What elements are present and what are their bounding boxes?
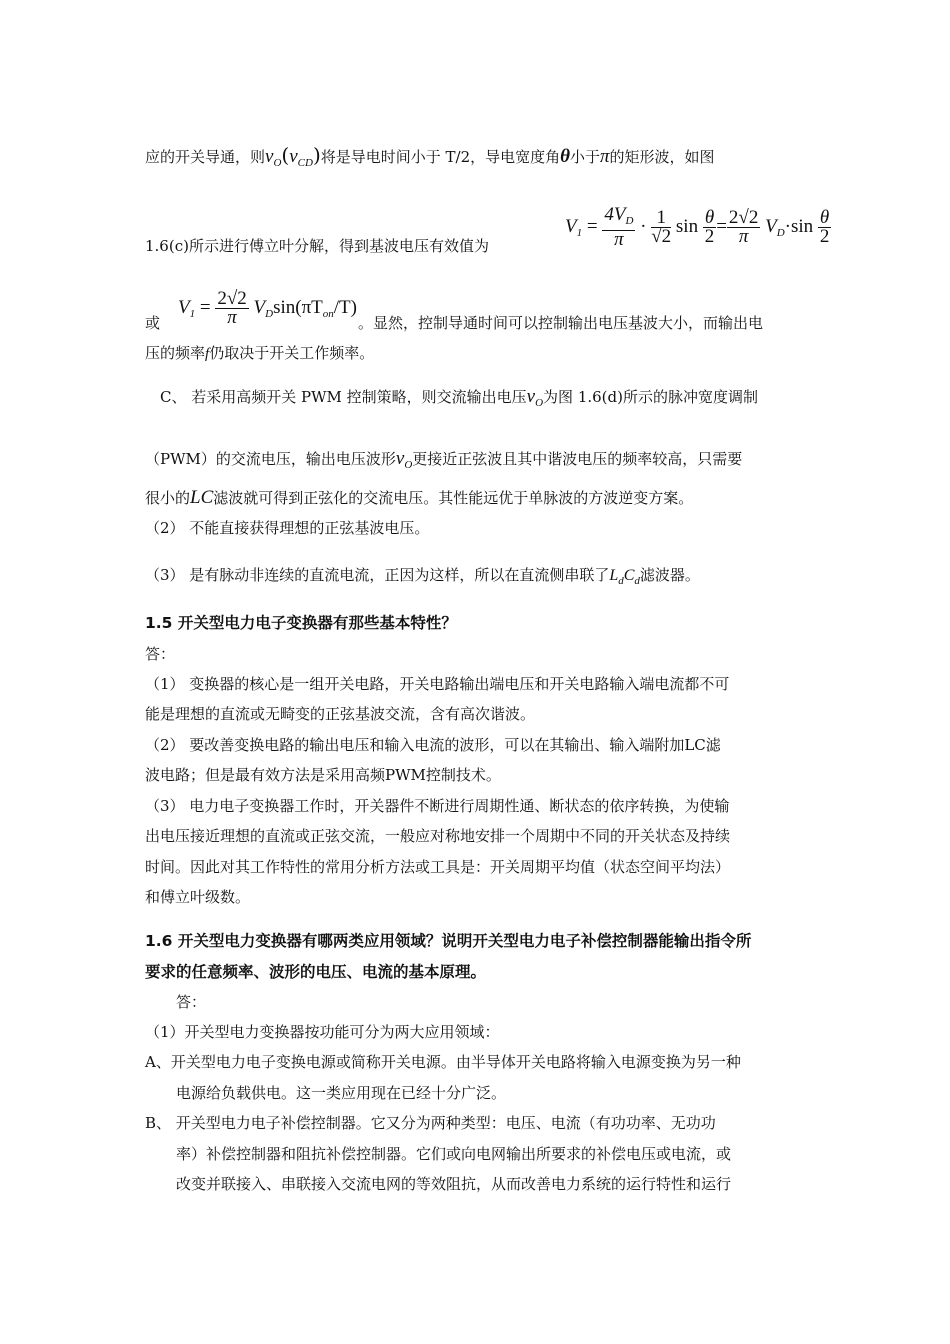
text: （PWM）的交流电压，输出电压波形 bbox=[145, 450, 396, 468]
text: （3） 是有脉动非连续的直流电流，正因为这样，所以在直流侧串联了 bbox=[145, 566, 610, 584]
section-heading: 1.5 开关型电力电子变换器有那些基本特性？ bbox=[145, 614, 457, 632]
fundamental-voltage-formula: $V_1$ = $\frac{4V_D}{\pi}$ · $\frac{1}{√2}$ sin $\frac{\theta}{2}$ = $\frac{2√2}{\pi}$ $V_D\cdot\sin$ $\frac{\theta}{2}$ bbox=[565, 204, 830, 250]
text: 滤波就可得到正弦化的交流电压。其性能远优于单脉波的方波逆变方案。 bbox=[213, 489, 694, 507]
paragraph-line: 和傅立叶级数。 bbox=[145, 888, 251, 906]
vo-symbol: $v_O$ bbox=[395, 448, 413, 471]
text: 的矩形波，如图 bbox=[609, 148, 715, 166]
text: 滤波器。 bbox=[639, 566, 700, 584]
paragraph-line: （3） 电力电子变换器工作时，开关器件不断进行周期性通、断状态的依序转换，为使输 bbox=[145, 797, 730, 815]
text: 将是导电时间小于 T/2，导电宽度角 bbox=[320, 148, 561, 166]
paragraph-line bbox=[145, 488, 693, 508]
vo-symbol: $v_O$ bbox=[526, 386, 544, 409]
paragraph-line: （1）开关型电力变换器按功能可分为两大应用领域： bbox=[145, 1023, 500, 1041]
paragraph-line bbox=[145, 236, 489, 256]
paragraph-line: 电源给负载供电。这一类应用现在已经十分广泛。 bbox=[176, 1084, 507, 1102]
text: 应的开关导通，则 bbox=[145, 148, 266, 166]
lc-symbol: LC bbox=[190, 487, 214, 508]
paragraph-line bbox=[145, 313, 763, 333]
paragraph-line: 改变并联接入、串联接入交流电网的等效阻抗，从而改善电力系统的运行特性和运行 bbox=[176, 1175, 732, 1193]
ldcd-symbol: $L_dC_d$ bbox=[609, 567, 640, 587]
text: （2） 不能直接获得理想的正弦基波电压。 bbox=[145, 519, 430, 537]
paragraph-line bbox=[145, 449, 742, 475]
section-heading: 要求的任意频率、波形的电压、电流的基本原理。 bbox=[145, 963, 487, 981]
paragraph-line bbox=[145, 565, 700, 591]
paragraph-line: （1） 变换器的核心是一组开关电路，开关电路输出端电压和开关电路输入端电流都不可 bbox=[145, 675, 730, 693]
paragraph-line: 出电压接近理想的直流或正弦交流，一般应对称地安排一个周期中不同的开关状态及持续 bbox=[145, 827, 731, 845]
f-symbol: f bbox=[205, 346, 210, 362]
pi-symbol: π bbox=[600, 146, 610, 167]
paragraph-line: 应的开关导通，则$v_O(v_{CD})$将是导电时间小于 T/2，导电宽度角θ小于π的矩形波，如图 bbox=[145, 143, 715, 169]
paragraph-line bbox=[160, 387, 758, 413]
answer-label: 答： bbox=[176, 993, 207, 1011]
paragraph-line: 波电路；但是最有效方法是采用高频PWM控制技术。 bbox=[145, 766, 501, 784]
paragraph-line: A、开关型电力电子变换电源或简称开关电源。由半导体开关电路将输入电源变换为另一种 bbox=[145, 1053, 741, 1071]
paragraph-line: 能是理想的直流或无畸变的正弦基波交流，含有高次谐波。 bbox=[145, 705, 536, 723]
text: 压的频率 bbox=[145, 344, 206, 362]
vo-symbol: $v_O$ bbox=[265, 146, 282, 169]
text: 很小的 bbox=[145, 489, 191, 507]
paragraph-line: （2） 要改善变换电路的输出电压和输入电流的波形，可以在其输出、输入端附加LC滤 bbox=[145, 736, 721, 754]
text: 。显然，控制导通时间可以控制输出电压基波大小，而输出电 bbox=[358, 314, 764, 332]
text: 小于 bbox=[570, 148, 601, 166]
section-heading: 1.6 开关型电力变换器有哪两类应用领域？说明开关型电力电子补偿控制器能输出指令所 bbox=[145, 932, 752, 950]
paragraph-line bbox=[145, 343, 374, 364]
text: 或 bbox=[145, 314, 161, 332]
answer-label: 答： bbox=[145, 645, 176, 663]
paragraph-line: 时间。因此对其工作特性的常用分析方法或工具是：开关周期平均值（状态空间平均法） bbox=[145, 858, 731, 876]
text: 仍取决于开关工作频率。 bbox=[209, 344, 375, 362]
fundamental-voltage-formula-alt: $V_1$ = $\frac{2√2}{\pi}$ $V_D\sin(\pi T_{on}/T)$ bbox=[178, 288, 357, 328]
paragraph-line: B、 开关型电力电子补偿控制器。它又分为两种类型：电压、电流（有功功率、无功功 bbox=[145, 1114, 716, 1132]
text: 为图 1.6(d)所示的脉冲宽度调制 bbox=[543, 388, 758, 406]
theta-symbol: θ bbox=[560, 146, 570, 167]
paragraph-line bbox=[145, 518, 429, 538]
text: C、 若采用高频开关 PWM 控制策略，则交流输出电压 bbox=[160, 388, 527, 406]
vcd-symbol: $v_{CD}$ bbox=[289, 146, 313, 169]
text: 1.6(c)所示进行傅立叶分解，得到基波电压有效值为 bbox=[145, 237, 489, 255]
text: 更接近正弦波且其中谐波电压的频率较高，只需要 bbox=[412, 450, 743, 468]
paragraph-line: 率）补偿控制器和阻抗补偿控制器。它们或向电网输出所要求的补偿电压或电流，或 bbox=[176, 1145, 732, 1163]
